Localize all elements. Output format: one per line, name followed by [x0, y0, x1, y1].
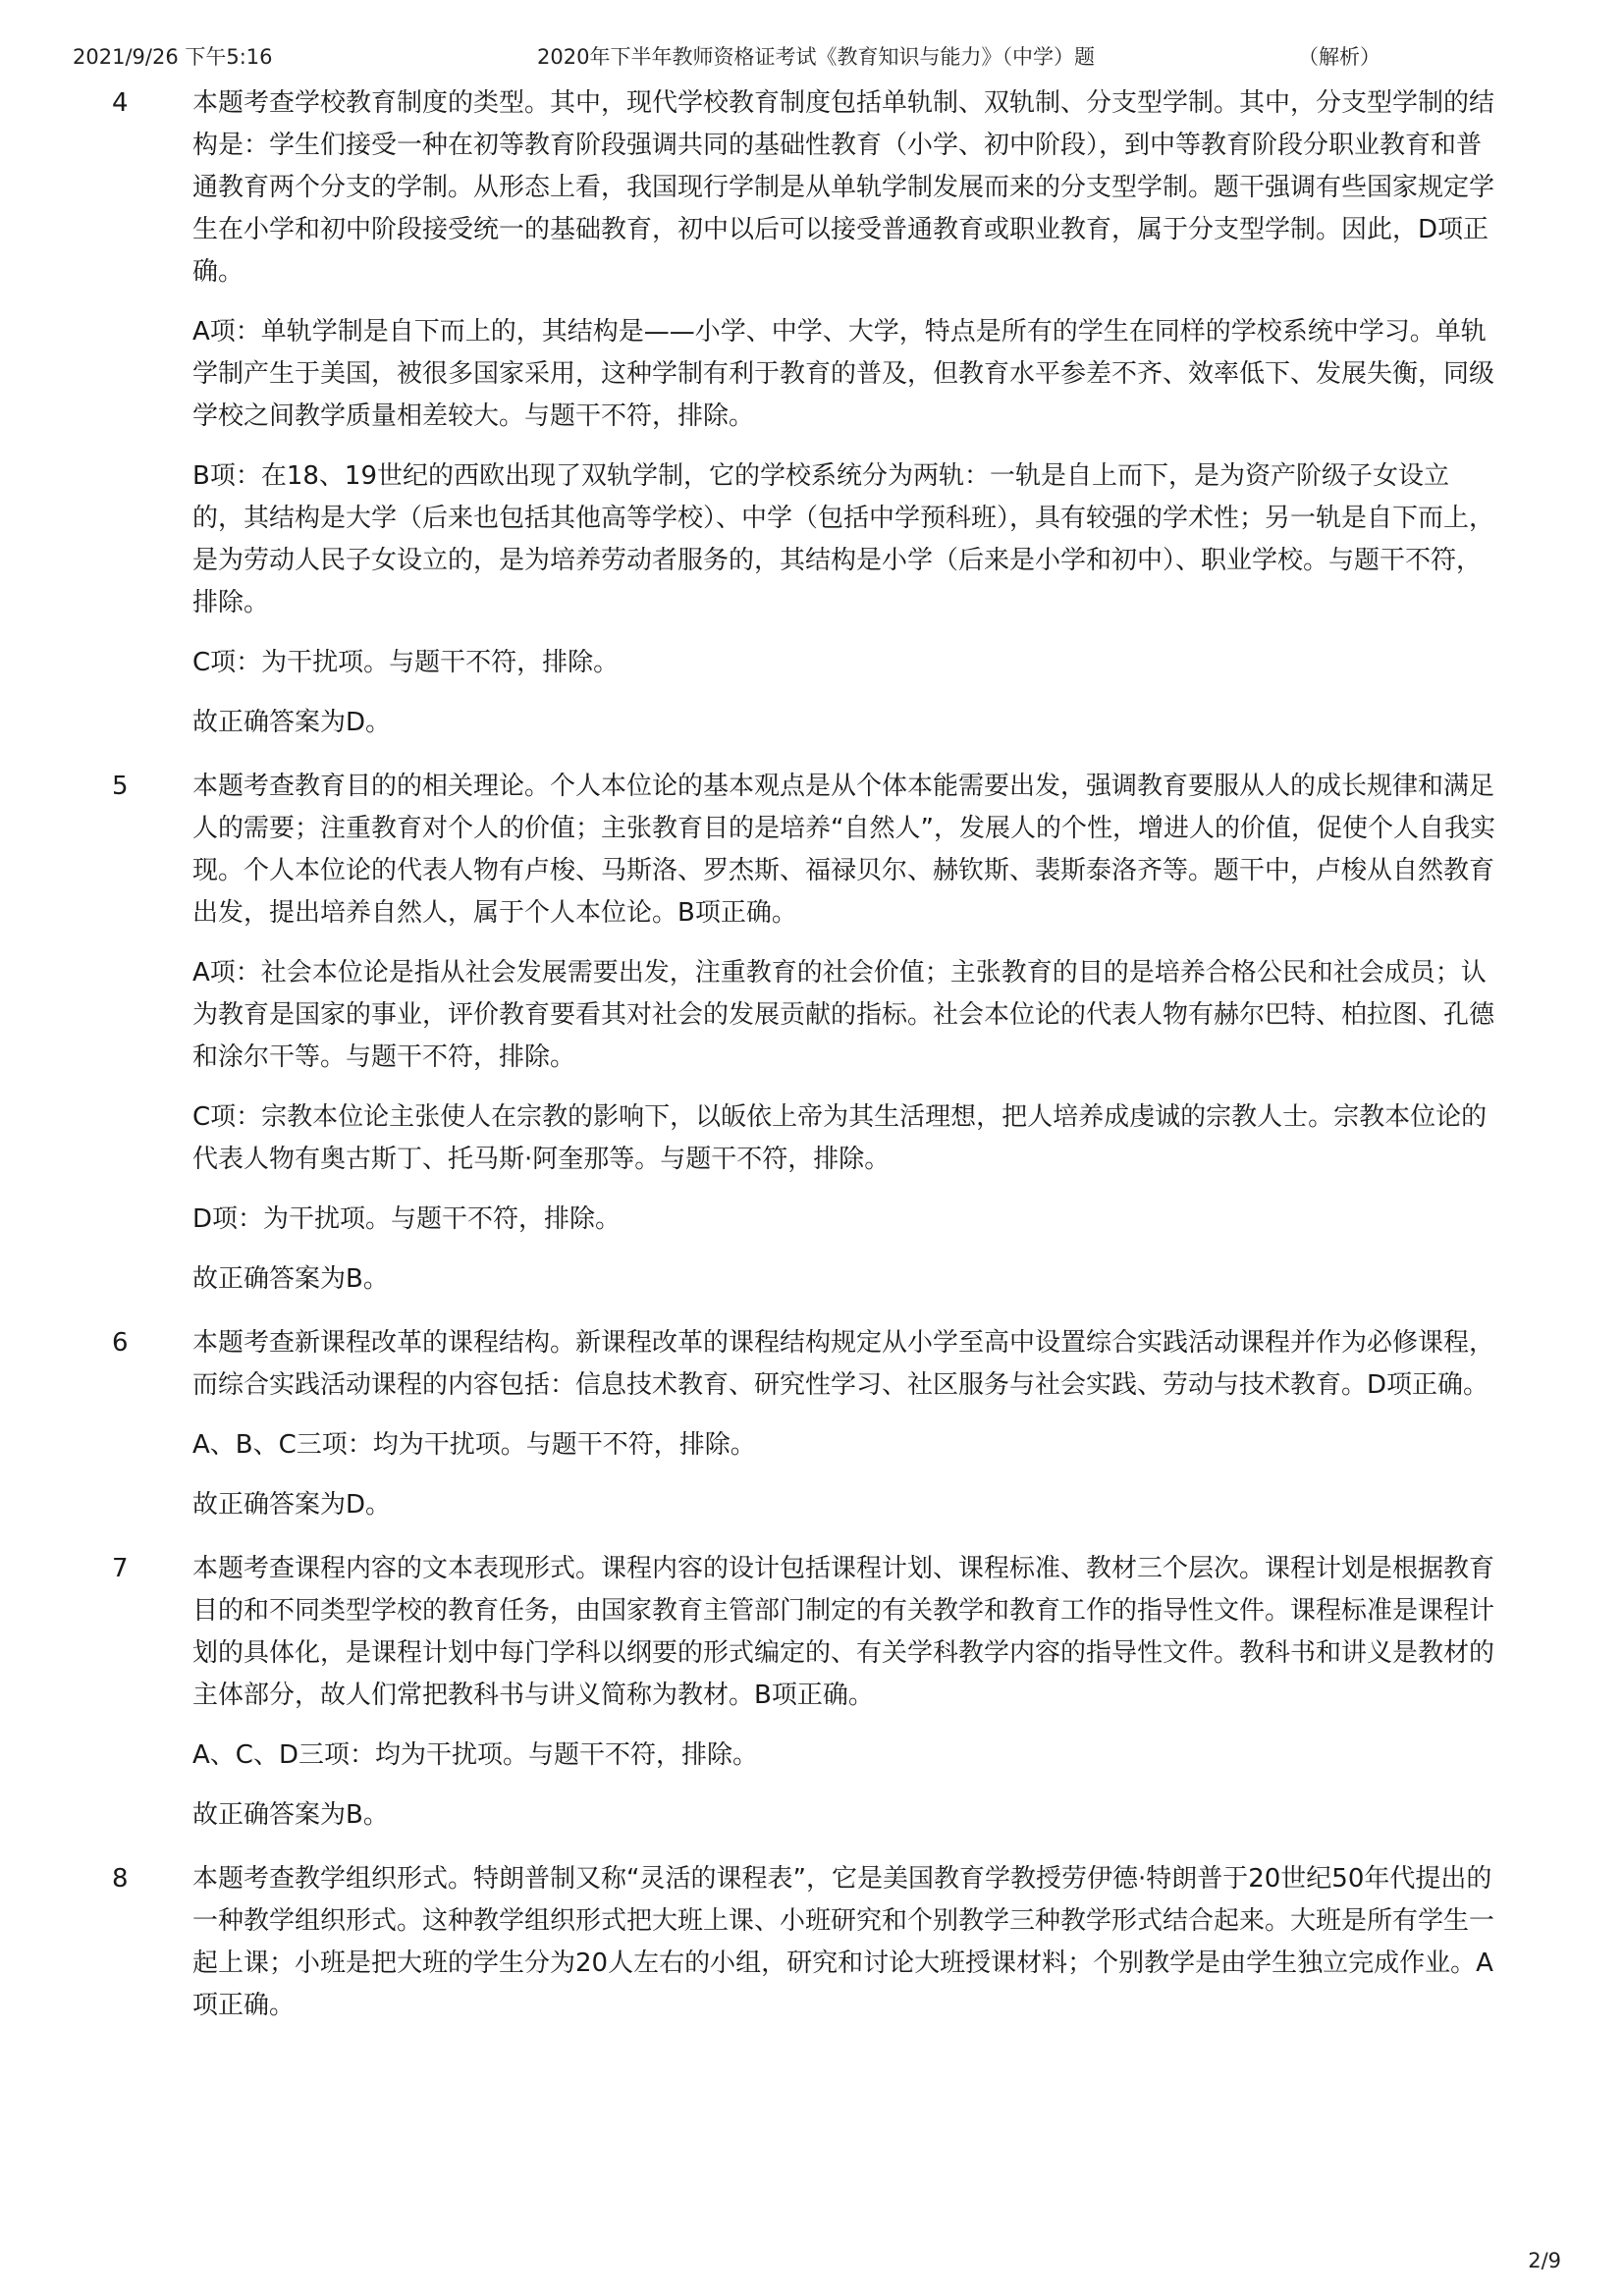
page-header [0, 41, 1624, 71]
question-block [0, 766, 1498, 1301]
question-paragraph: 本题考查新课程改革的课程结构。新课程改革的课程结构规定从小学至高中设置综合实践活动课程并作为必修课程，而综合实践活动课程的内容包括：信息技术教育、研究性学习、社区服务与社会实践、劳动与技术教育。D项正确。 [192, 1328, 1495, 1400]
page-number: 2/9 [1528, 2249, 1561, 2272]
question-paragraph: C项：宗教本位论主张使人在宗教的影响下，以皈依上帝为其生活理想，把人培养成虔诚的宗教人士。宗教本位论的代表人物有奥古斯丁、托马斯·阿奎那等。与题干不符，排除。 [192, 1102, 1488, 1174]
header-date: 2021/9/26 下午5:16 [73, 45, 273, 69]
question-paragraph: A项：单轨学制是自下而上的，其结构是——小学、中学、大学，特点是所有的学生在同样的学校系统中学习。单轨学制产生于美国，被很多国家采用，这种学制有利于教育的普及，但教育水平参差不齐、效率低下、发展失衡，同级学校之间教学质量相差较大。与题干不符，排除。 [192, 317, 1495, 431]
question-number: 4 [112, 88, 129, 118]
question-paragraph: 本题考查教学组织形式。特朗普制又称“灵活的课程表”，它是美国教育学教授劳伊德·特朗普于20世纪50年代提出的一种教学组织形式。这种教学组织形式把大班上课、小班研究和个别教学三种教学形式结合起来。大班是所有学生一起上课；小班是把大班的学生分为20人左右的小组，研究和讨论大班授课材料；个别教学是由学生独立完成作业。A项正确。 [192, 1864, 1495, 2020]
question-paragraph: B项：在18、19世纪的西欧出现了双轨学制，它的学校系统分为两轨：一轨是自上而下，是为资产阶级子女设立的，其结构是大学（后来也包括其他高等学校）、中学（包括中学预科班），具有较强的学术性；另一轨是自下而上，是为劳动人民子女设立的，是为培养劳动者服务的，其结构是小学（后来是小学和初中）、职业学校。与题干不符，排除。 [192, 461, 1495, 617]
question-paragraph: C项：为干扰项。与题干不符，排除。 [192, 648, 620, 677]
question-paragraph: 本题考查学校教育制度的类型。其中，现代学校教育制度包括单轨制、双轨制、分支型学制。其中，分支型学制的结构是：学生们接受一种在初等教育阶段强调共同的基础性教育（小学、初中阶段），到中等教育阶段分职业教育和普通教育两个分支的学制。从形态上看，我国现行学制是从单轨学制发展而来的分支型学制。题干强调有些国家规定学生在小学和初中阶段接受统一的基础教育，初中以后可以接受普通教育或职业教育，属于分支型学制。因此，D项正确。 [192, 88, 1495, 287]
question-number: 5 [112, 772, 129, 801]
document-body [0, 82, 1624, 2049]
question-paragraph: A、C、D三项：均为干扰项。与题干不符，排除。 [192, 1740, 758, 1770]
question-paragraph: 本题考查课程内容的文本表现形式。课程内容的设计包括课程计划、课程标准、教材三个层次。课程计划是根据教育目的和不同类型学校的教育任务，由国家教育主管部门制定的有关教学和教育工作的指导性文件。课程标准是课程计划的具体化，是课程计划中每门学科以纲要的形式编定的、有关学科教学内容的指导性文件。教科书和讲义是教材的主体部分，故人们常把教科书与讲义简称为教材。B项正确。 [192, 1554, 1495, 1710]
question-paragraph: A项：社会本位论是指从社会发展需要出发，注重教育的社会价值；主张教育的目的是培养合格公民和社会成员；认为教育是国家的事业，评价教育要看其对社会的发展贡献的指标。社会本位论的代表人物有赫尔巴特、柏拉图、孔德和涂尔干等。与题干不符，排除。 [192, 958, 1495, 1072]
question-number: 8 [112, 1864, 129, 1894]
header-tag: （解析） [1298, 45, 1380, 69]
question-number: 7 [112, 1554, 129, 1583]
question-block [0, 1322, 1498, 1526]
question-paragraph: 本题考查教育目的的相关理论。个人本位论的基本观点是从个体本能需要出发，强调教育要服从人的成长规律和满足人的需要；注重教育对个人的价值；主张教育目的是培养“自然人”，发展人的个性，增进人的价值，促使个人自我实现。个人本位论的代表人物有卢梭、马斯洛、罗杰斯、福禄贝尔、赫钦斯、裴斯泰洛齐等。题干中，卢梭从自然教育出发，提出培养自然人，属于个人本位论。B项正确。 [192, 772, 1495, 928]
answer-line: 故正确答案为B。 [192, 1800, 389, 1830]
header-title: 2020年下半年教师资格证考试《教育知识与能力》（中学）题 [537, 45, 1095, 69]
question-paragraph: A、B、C三项：均为干扰项。与题干不符，排除。 [192, 1430, 756, 1460]
answer-line: 故正确答案为D。 [192, 1490, 392, 1520]
question-block [0, 1548, 1498, 1837]
question-block [0, 82, 1498, 744]
question-paragraph: D项：为干扰项。与题干不符，排除。 [192, 1204, 622, 1234]
answer-line: 故正确答案为B。 [192, 1264, 389, 1294]
question-block [0, 1858, 1498, 2027]
question-number: 6 [112, 1328, 129, 1358]
answer-line: 故正确答案为D。 [192, 708, 392, 737]
